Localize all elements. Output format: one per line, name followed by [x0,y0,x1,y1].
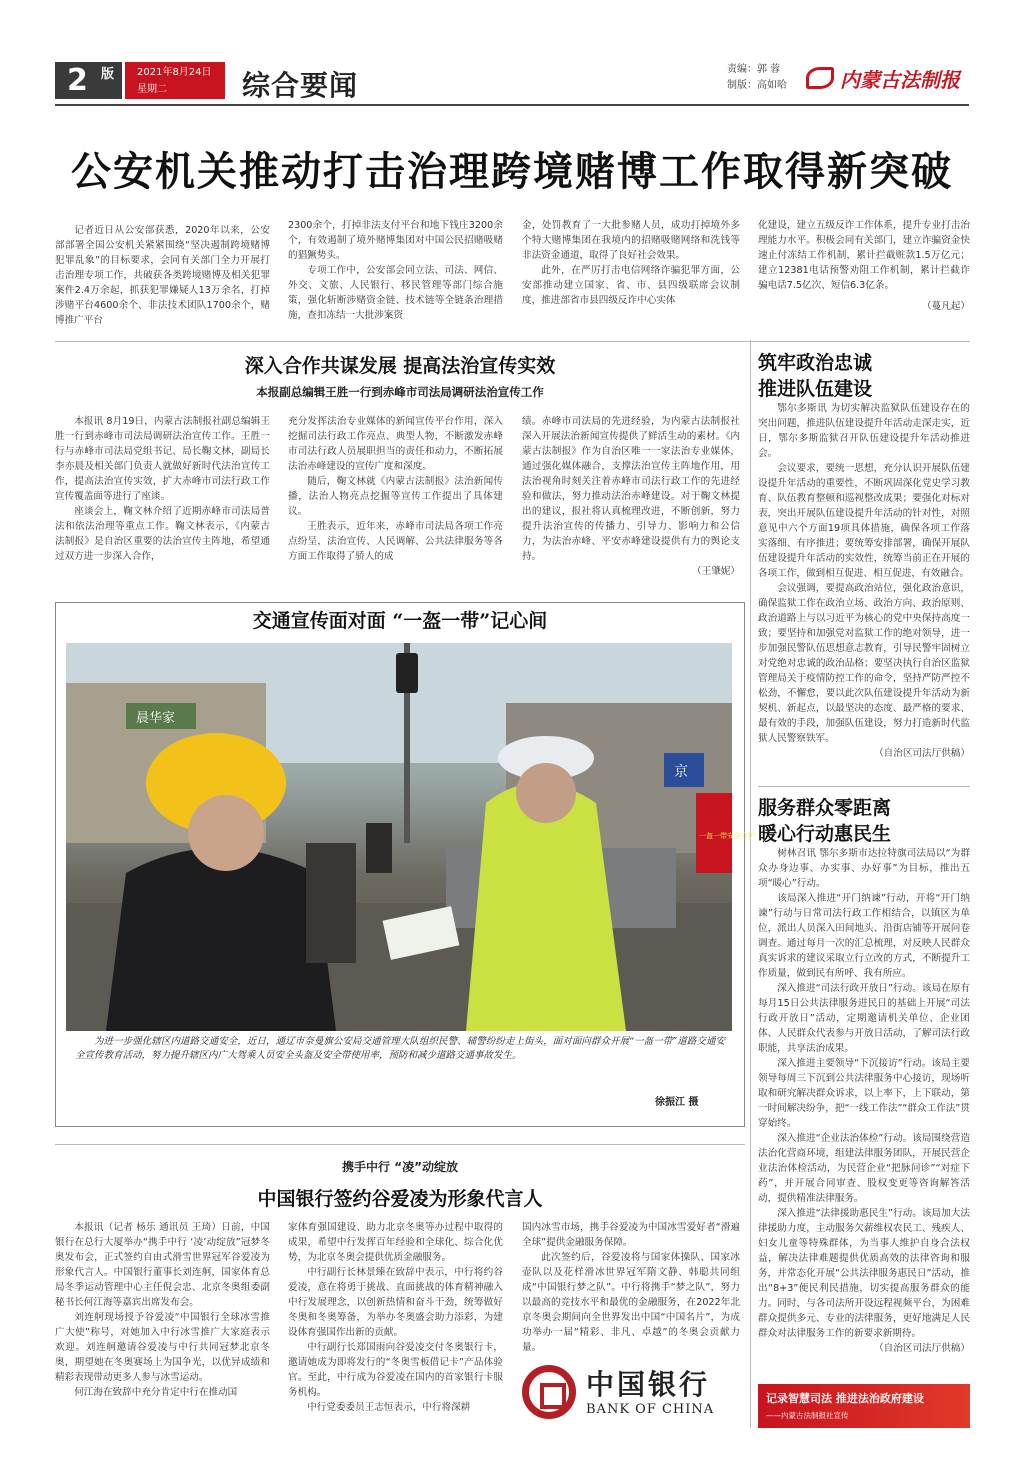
politics-headline-line-2: 推进队伍建设 [758,378,873,400]
worker-figure [106,848,336,1031]
lead-column-4 [758,218,970,314]
section-title: 综合要闻 [242,69,359,102]
lead-divider [55,341,970,342]
cooperation-column-3 [522,414,740,579]
service-para-1: 树林召讯 鄂尔多斯市达拉特旗司法局以“为群众办身边事、办实事、办好事”为目标，推出五项“暖心”行动。 [758,848,970,889]
service-body [758,846,970,1356]
police-face [516,763,576,823]
page-number: 2 [55,62,122,99]
politics-para-3: 会议强调，要提高政治站位，强化政治意识，确保监狱工作在政治立场、政治方向、政治原则、政治道路上与以习近平为核心的党中央保持高度一致；要坚持和加强党对监狱工作的绝对领导，进一步加强民警队伍思想意志教育，引导民警牢固树立对党绝对忠诚的政治品格；要坚决执行自治区监狱管理局关于疫情防控工作的命令，坚持严防严控不松劲，不懈怠，要以此次队伍建设提升年活动为新契机、新起点，以最坚决的态度、最严格的要求、最有效的手段，加强队伍建设，努力打造新时代监狱人民警察铁军。 [758,583,970,744]
coop-col2-para-c: 王胜表示，近年来，赤峰市司法局各项工作亮点纷呈，法治宣传、人民调解、公共法律服务等各方面工作取得了骄人的成 [288,521,503,562]
boc-col3-para-a: 国内冰雪市场，携手谷爱凌为中国冰雪爱好者“滑遍全球”提供金融服务保障。 [522,1222,740,1248]
shop-sign: 晨华家 [136,711,176,726]
boc-kicker: 携手中行 “凌”动绽放 [342,1160,458,1174]
boc-col3-para-b: 此次签约后，谷爱凌将与国家体操队、国家冰壶队以及花样滑冰世界冠军隋文静、韩聪共同组成“中国银行梦之队”。中行将携手“梦之队”，努力以最高的竞技水平和最优的金融服务，在2022年北京冬奥会期间向全世界发出中国“中国名片”，为成功举办一届“精彩、非凡、卓越”的冬奥会贡献力量。 [522,1252,740,1353]
service-para-6: 深入推进“法律援助惠民生”行动。该局加大法律援助力度，主动服务欠薪维权农民工、残疾人、妇女儿童等特殊群体，为当事人维护自身合法权益，解决法律难题提供优质高效的法律咨询和服务，并常态化开展“公共法律服务惠民日”活动，推出“8+3”便民利民措施，切实提高服务群众的能力。同时，与各司法所开设远程视频平台，为困难群众提供多元、专业的法律服务，更好地满足人民群众对法律服务工作的新要求新期待。 [758,1208,970,1339]
producer-line: 制版：高如哈 [727,80,787,91]
lead-column-3 [522,218,740,308]
issue-weekday: 星期二 [137,84,167,95]
boc-col2-para-d: 中行党委委员王志恒表示，中行将深耕 [307,1402,471,1413]
lead-col2-para-b: 专项工作中，公安部会同立法、司法、网信、外交、文旅、人民银行、移民管理等部门综合施策，强化斩断涉赌资金链、技术链等全链条治理措施，查扣冻结一大批涉案资 [288,265,503,321]
coop-col3-para: 绩。赤峰市司法局的先进经验，为内蒙古法制报社深入开展法治新闻宣传提供了鲜活生动的素材。《内蒙古法制报》作为自治区唯一一家法治专业媒体，通过强化媒体融合，支撑法治宣传主阵地作用，用法治视角时刻关注着赤峰市司法行政工作的先进经验和做法，努力推动法治赤峰建设。对于鞠文林提出的建议，报社将认真梳理改进，不断创新，努力提升法治宣传的传播力、引导力、影响力和公信力，为法治赤峰、平安赤峰建设提供有力的舆论支持。 [522,416,740,562]
service-para-2: 该局深入推进“开门纳谏”行动，开将“开门纳谏”行动与日常司法行政工作相结合，以镇区为单位，派出人员深入田间地头、沿街店铺等开展问卷调查。通过每月一次的汇总梳理，对反映人民群众真实诉求的建议采取立行立改的方式，不断提升工作质量，做到民有所呼、我有所应。 [758,893,970,979]
masthead-rule [55,104,969,106]
cooperation-column-2 [288,414,503,564]
cooperation-subhead: 本报副总编辑王胜一行到赤峰市司法局调研法治宣传工作 [256,385,544,399]
boc-col2-para-c: 中行副行长郑国雨向谷爱凌交付冬奥银行卡，邀请她成为即将发行的“冬奥雪板借记卡”产品体验官。至此，中行成为谷爱凌在国内的首家银行卡服务机构。 [288,1342,503,1398]
service-para-3: 深入推进“司法行政开放日”行动。该局在原有每月15日公共法律服务进民日的基础上开展“司法行政开放日”活动，定期邀请机关单位、企业团体、人民群众代表参与开放日活动，了解司法行政职能，共享法治成果。 [758,983,970,1054]
lead-col3-para-a: 金，处罚教育了一大批参赌人员，成功打掉境外多个特大赌博集团在我境内的招赌吸赌网络和洗钱等非法资金通道，取得了良好社会效果。 [522,220,740,261]
road-sign-text: 京 [674,764,688,780]
right-banner-text: 一盔一带安全守护 [699,832,755,840]
crowd-figure-2 [306,843,356,963]
politics-para-1: 鄂尔多斯讯 为切实解决监狱队伍建设存在的突出问题，推进队伍建设提升年活动走深走实，近日，鄂尔多斯监狱召开队伍建设提升年活动推进会。 [758,403,970,459]
politics-body [758,401,970,761]
worker-face [188,795,264,871]
photo-credit: 徐振江 摄 [655,1097,699,1108]
boc-col1-para-a: 本报讯（记者 杨乐 通讯员 王琦）日前，中国银行在总行大厦举办“携手中行 ‘凌’动绽放”冠梦冬奥发布会，正式签约自由式滑雪世界冠军谷爱凌为形象代言人。中国银行董事长刘连舸，国家体育总局冬季运动管理中心主任倪会忠、北京冬奥组委副秘书长何江海等嘉宾出席发布会。 [55,1222,270,1308]
boc-logo-chinese: 中国银行 [586,1367,711,1401]
boc-divider [55,1144,745,1145]
main-headline[interactable]: 公安机关推动打击治理跨境赌博工作取得新突破 [71,148,953,195]
paper-logo-icon [806,67,834,89]
politics-headline[interactable] [758,350,970,402]
boc-col1-para-c: 何江海在致辞中充分肯定中行在推动国 [74,1387,238,1398]
editor-credits [727,62,787,94]
banner-main-text: 记录智慧司法 推进法治政府建设 [766,1392,924,1405]
cooperation-byline: （王肇妮） [692,566,740,577]
boc-column-1 [55,1220,270,1400]
politics-byline: （自治区司法厅供稿） [874,748,970,759]
date-box [125,62,225,99]
crowd-figure-1 [366,823,392,873]
service-para-4: 深入推进主要领导“下沉接访”行动。该局主要领导每周三下沉到公共法律服务中心接访，现场听取和研究解决群众诉求，以上率下，上下联动，第一时间解决纷争，把“一线工作法”“群众工作法”贯穿始终。 [758,1058,970,1129]
politics-divider [758,786,970,787]
cooperation-column-1 [55,414,270,564]
boc-col1-para-b: 刘连舸现场授予谷爱凌“中国银行全球冰雪推广大使”称号，对她加入中行冰雪推广大家庭表示欢迎。刘连舸邀请谷爱凌与中行共同冠梦北京冬奥，期望她在冬奥赛场上为国争光，以优异成绩和精彩表现带动更多人参与冰雪运动。 [55,1312,270,1383]
editor-line: 责编：郭 蓉 [727,64,781,75]
boc-emblem-icon [522,1365,576,1419]
boc-column-2 [288,1220,503,1415]
boc-headline[interactable]: 中国银行签约谷爱凌为形象代言人 [257,1188,543,1210]
service-headline[interactable] [758,795,970,847]
politics-headline-line-1: 筑牢政治忠诚 [758,352,873,374]
traffic-photo-illustration [66,643,755,1031]
cooperation-headline[interactable]: 深入合作共谋发展 提高法治宣传实效 [244,355,556,377]
paper-name: 内蒙古法制报 [840,67,960,92]
service-headline-line-1: 服务群众零距离 [758,797,892,819]
lead-column-2 [288,218,503,323]
lead-col2-para-a: 2300余个，打掉非法支付平台和地下钱庄3200余个，有效遏制了境外赌博集团对中国公民招赌吸赌的猖獗势头。 [288,220,503,261]
paper-logo[interactable] [806,60,970,96]
traffic-photo[interactable] [66,643,755,1031]
coop-col2-para-a: 充分发挥法治专业媒体的新闻宣传平台作用，深入挖掘司法行政工作亮点、典型人物，不断激发赤峰市司法行政人员展职担当的责任和动力，不断拓展法治赤峰建设的宣传广度和深度。 [288,416,503,472]
service-headline-line-2: 暖心行动惠民生 [758,823,892,845]
traffic-headline[interactable]: 交通宣传面对面 “一盔一带”记心间 [252,610,548,632]
coop-col2-para-b: 随后，鞠文林就《内蒙古法制报》法治新闻传播，法治人物亮点挖掘等宣传工作提出了具体建议。 [288,476,503,517]
lead-byline: （蔓凡起） [922,301,970,312]
service-byline: （自治区司法厅供稿） [874,1343,970,1354]
lead-col3-para-b: 此外，在严厉打击电信网络诈骗犯罪方面，公安部推动建立国家、省、市、县四级联席会议制度，推进部省市县四级反诈中心实体 [522,265,740,306]
coop-col1-para-a: 本报讯 8月19日，内蒙古法制报社副总编辑王胜一行到赤峰市司法局调研法治宣传工作。王胜一行与赤峰市司法局党组书记、局长鞠文林，副局长李亦晨及相关部门负责人就做好新时代法治宣传工作，提高法治宣传实效，扩大赤峰市司法行政工作宣传覆盖面等进行了座谈。 [55,416,270,502]
politics-para-2: 会议要求，要统一思想，充分认识开展队伍建设提升年活动的重要性，不断巩固深化党史学习教育、队伍教育整顿和巡视整改成果；要强化对标对表，突出开展队伍建设提升年活动的针对性，对照意见中六个方面19项具体措施，确保各项工作落实落细、有序推进；要统筹安排部署，确保开展队伍建设提升年活动的实效性，统筹当前正在开展的各项工作，做到相互促进、相互促进，有效融合。 [758,463,970,579]
traffic-light [396,653,418,693]
promo-banner[interactable] [758,1384,970,1428]
service-para-5: 深入推进“企业法治体检”行动。该局围绕营造法治化营商环境，组建法律服务团队，开展民营企业法治体检活动，为民营企业“把脉问诊”“对症下药”，并开展合同审查、股权变更等咨询解答活动，提供精准法律服务。 [758,1133,970,1204]
lead-column-1: 记者近日从公安部获悉，2020年以来，公安部部署全国公安机关紧紧围绕“坚决遏制跨境赌博犯罪乱象”的目标要求，会同有关部门全力开展打击治理专项工作，共破获各类跨境赌博及相关犯罪案件2.4万余起，抓获犯罪嫌疑人13万余名，打掉涉赌平台4600余个、非法技术团队1700余个，赌博推广平台 [55,225,270,326]
photo-caption: 为进一步强化辖区内道路交通安全，近日，通辽市奈曼旗公安局交通管理大队组织民警、辅警纷纷走上街头，面对面向群众开展“一盔一带”道路交通安全宣传教育活动，努力提升辖区内广大驾乘人员安全头盔及安全带使用率，预防和减少道路交通事故发生。 [75,1036,725,1061]
boc-col2-para-b: 中行副行长林景臻在致辞中表示，中行将约谷爱凌，意在将勇于挑战、直面挑战的体育精神融入中行发展理念，以创新热情和奋斗干劲，统筹做好冬奥和冬奥筹备，为举办冬奥盛会助力添彩，为建设体育强国作出新的贡献。 [288,1267,503,1338]
right-column-rule [750,340,751,1428]
banner-sub-text: ——内蒙古法制报社宣传 [766,1411,849,1420]
lead-col4-para: 化建设，建立五级反诈工作体系，提升专业打击治理能力水平。积极会同有关部门，建立诈骗资金快速止付冻结工作机制，累计拦截赃款1.5万亿元；建立12381电话预警劝阻工作机制，累计拦截诈骗电话7.5亿次、短信6.3亿条。 [758,220,970,291]
issue-date: 2021年8月24日 [137,67,212,78]
boc-logo[interactable] [522,1357,740,1427]
boc-logo-english: BANK OF CHINA [586,1401,715,1417]
page-label: 版 [101,67,115,82]
boc-column-3 [522,1220,740,1355]
coop-col1-para-b: 座谈会上，鞠文林介绍了近期赤峰市司法局普法和依法治理等重点工作。鞠文林表示，《内蒙古法制报》是自治区重要的法治宣传主阵地，希望通过双方进一步深入合作， [55,506,270,562]
boc-col2-para-a: 家体育强国建设、助力北京冬奥等办过程中取得的成果，希望中行发挥百年经验和全球化、综合化优势，为北京冬奥会提供优质金融服务。 [288,1222,503,1263]
